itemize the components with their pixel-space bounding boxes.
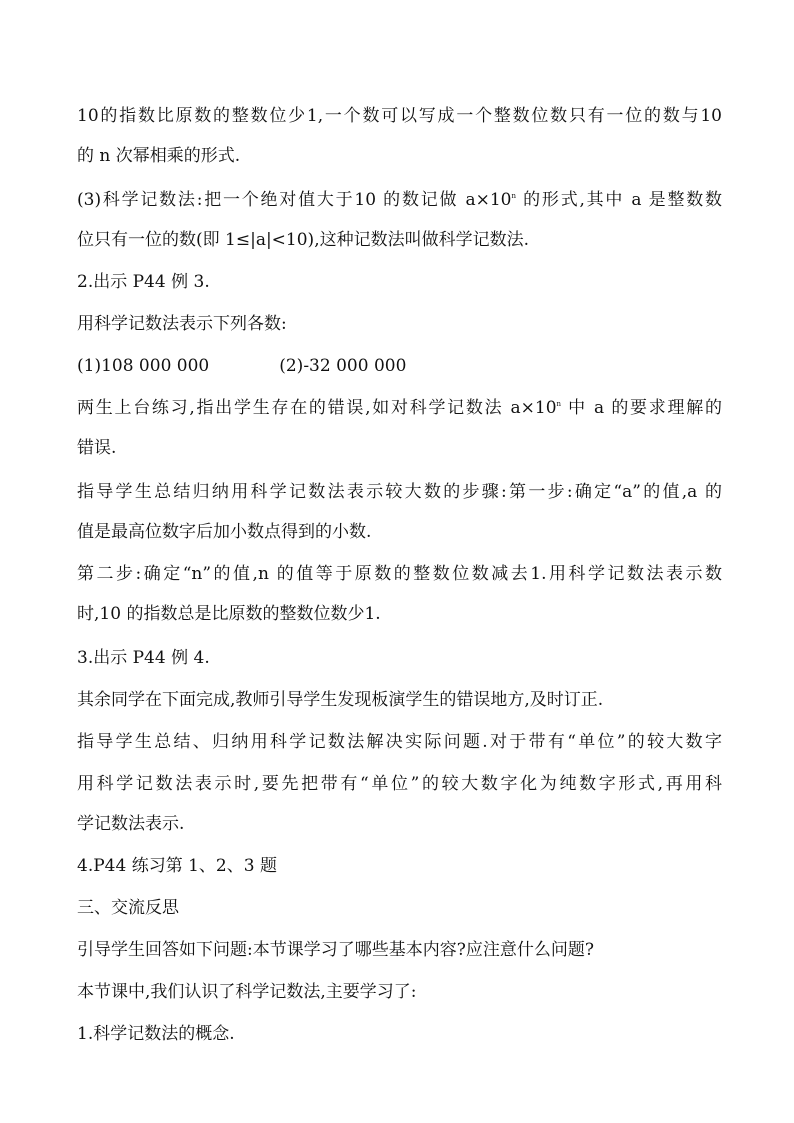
text-line-17: 用科学记数法表示时,要先把带有“单位”的较大数字化为纯数字形式,再用科 (77, 774, 722, 794)
text-line-22: 本节课中,我们认识了科学记数法,主要学习了: (77, 982, 417, 1002)
text-line-3-a: (3)科学记数法:把一个绝对值大于10 的数记做 a×10 (77, 190, 512, 210)
text-line-3 (77, 189, 722, 211)
text-line-15: 其余同学在下面完成,教师引导学生发现板演学生的错误地方,及时订正. (77, 690, 604, 710)
text-line-4: 位只有一位的数(即 1≤|a|<10),这种记数法叫做科学记数法. (77, 230, 530, 250)
example-item-2: (2)-32 000 000 (279, 356, 407, 376)
text-line-18: 学记数法表示. (77, 814, 185, 834)
text-line-5: 2.出示 P44 例 3. (77, 272, 210, 292)
exponent-n: n (556, 400, 562, 408)
text-line-13: 时,10 的指数总是比原数的整数位数少1. (77, 604, 381, 624)
text-line-7 (77, 355, 722, 377)
text-line-8 (77, 397, 722, 419)
text-line-14: 3.出示 P44 例 4. (77, 648, 210, 668)
text-line-6: 用科学记数法表示下列各数: (77, 314, 287, 334)
text-line-2: 的 n 次幂相乘的形式. (77, 146, 241, 166)
exponent-n: n (511, 192, 516, 200)
text-line-1: 10的指数比原数的整数位少1,一个数可以写成一个整数位数只有一位的数与10 (77, 106, 722, 126)
section-heading: 三、交流反思 (77, 898, 179, 918)
text-line-23: 1.科学记数法的概念. (77, 1024, 235, 1044)
text-line-3-b: 的形式,其中 a 是整数数 (515, 190, 722, 210)
text-line-9: 错误. (77, 438, 117, 458)
text-line-12: 第二步:确定“n”的值,n 的值等于原数的整数位数减去1.用科学记数法表示数 (77, 564, 722, 584)
text-line-11: 值是最高位数字后加小数点得到的小数. (77, 522, 372, 542)
text-line-19: 4.P44 练习第 1、2、3 题 (77, 856, 277, 876)
text-line-8-b: 中 a 的要求理解的 (561, 398, 722, 418)
text-line-8-a: 两生上台练习,指出学生存在的错误,如对科学记数法 a×10 (77, 398, 557, 418)
text-line-21: 引导学生回答如下问题:本节课学习了哪些基本内容?应注意什么问题? (77, 940, 594, 960)
text-line-10: 指导学生总结归纳用科学记数法表示较大数的步骤:第一步:确定“a”的值,a 的 (77, 482, 722, 502)
text-line-16: 指导学生总结、归纳用科学记数法解决实际问题.对于带有“单位”的较大数字 (77, 732, 722, 752)
example-item-1: (1)108 000 000 (77, 356, 210, 376)
